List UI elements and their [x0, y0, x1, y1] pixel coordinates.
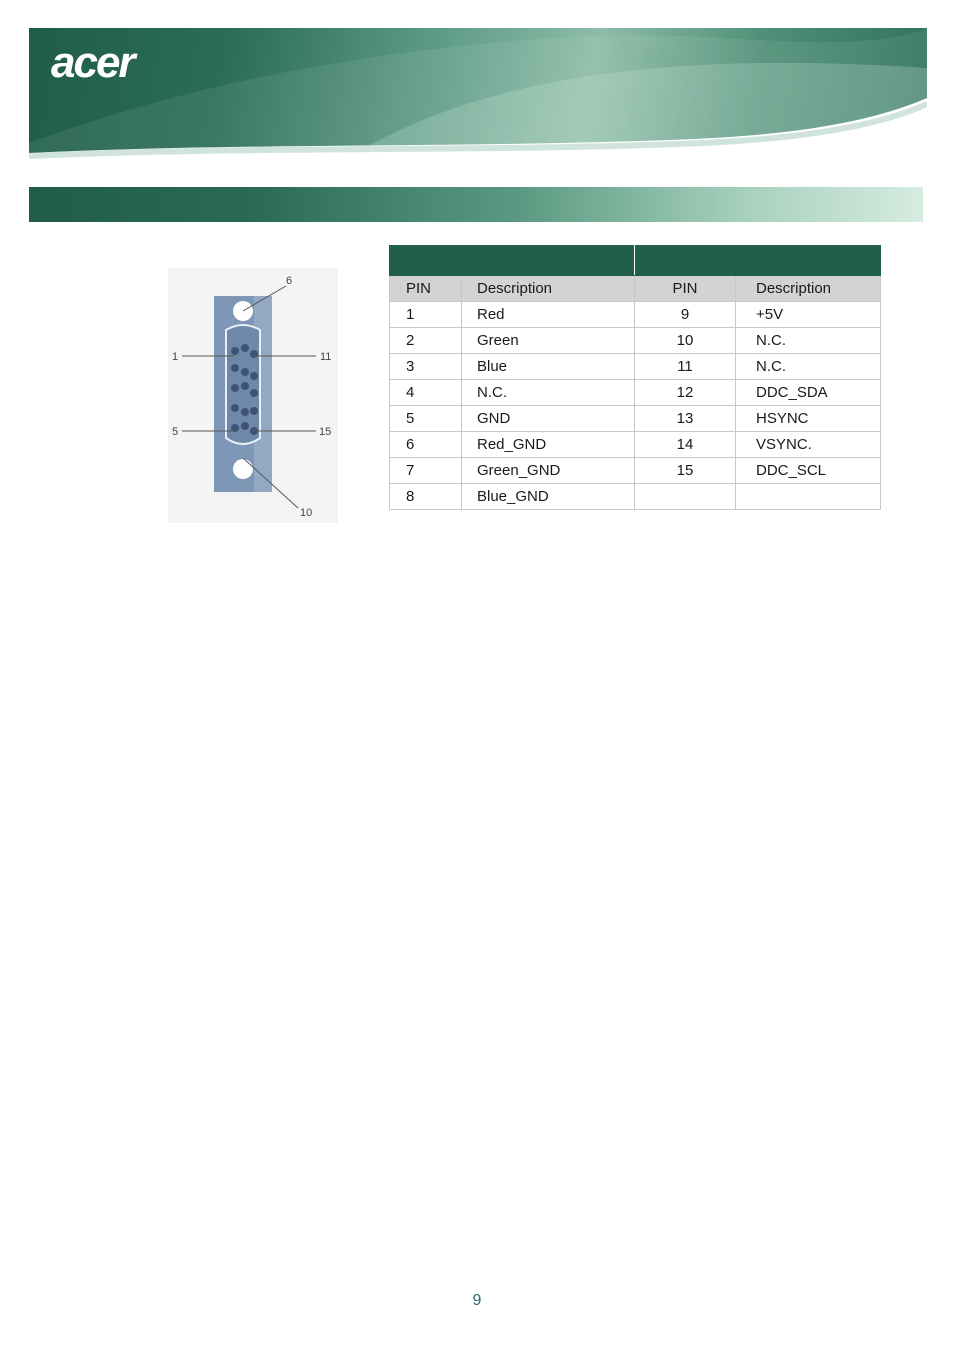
- pin-cell: 7: [390, 458, 462, 484]
- d-sub-connector-icon: [168, 268, 338, 523]
- pin-cell: 14: [635, 432, 736, 458]
- description-cell: N.C.: [736, 328, 881, 354]
- pin-cell: 4: [390, 380, 462, 406]
- description-cell: Red_GND: [462, 432, 635, 458]
- table-header-row: [390, 246, 881, 276]
- description-cell: Red: [462, 302, 635, 328]
- vga-connector-figure: [168, 268, 338, 523]
- figure-label-5: 5: [172, 426, 179, 438]
- description-cell: HSYNC: [736, 406, 881, 432]
- description-cell: Green: [462, 328, 635, 354]
- table-row: [390, 354, 881, 380]
- table-row: [390, 380, 881, 406]
- figure-label-15: 15: [319, 426, 332, 438]
- pin-cell: 11: [635, 354, 736, 380]
- pin-cell: 5: [390, 406, 462, 432]
- table-row: [390, 458, 881, 484]
- header-banner: [29, 28, 927, 170]
- description-cell: DDC_SCL: [736, 458, 881, 484]
- pin-cell: 15: [635, 458, 736, 484]
- pin-cell: 13: [635, 406, 736, 432]
- table-row: [390, 484, 881, 510]
- col-header-description: Description: [462, 276, 635, 302]
- figure-label-6: 6: [286, 275, 293, 287]
- pin-cell: 2: [390, 328, 462, 354]
- acer-logo: acer: [51, 38, 134, 87]
- figure-label-11: 11: [320, 351, 332, 363]
- page-number: 9: [472, 1292, 482, 1309]
- description-cell: Blue: [462, 354, 635, 380]
- description-cell: N.C.: [462, 380, 635, 406]
- description-cell: VSYNC.: [736, 432, 881, 458]
- description-cell: GND: [462, 406, 635, 432]
- description-cell: N.C.: [736, 354, 881, 380]
- table-header-left: [390, 246, 635, 276]
- pin-cell: 10: [635, 328, 736, 354]
- pin-cell: 8: [390, 484, 462, 510]
- table-row: [390, 432, 881, 458]
- pin-cell: 9: [635, 302, 736, 328]
- pin-cell: 3: [390, 354, 462, 380]
- table-header-right: [635, 246, 881, 276]
- pin-cell: 12: [635, 380, 736, 406]
- col-header-pin: PIN: [390, 276, 462, 302]
- description-cell: Blue_GND: [462, 484, 635, 510]
- description-cell: DDC_SDA: [736, 380, 881, 406]
- col-header-description-2: Description: [736, 276, 881, 302]
- pin-assignment-table: [389, 245, 881, 510]
- pin-cell: 6: [390, 432, 462, 458]
- table-row: [390, 406, 881, 432]
- table-row: [390, 302, 881, 328]
- col-header-pin-2: PIN: [635, 276, 736, 302]
- figure-label-10: 10: [300, 507, 313, 519]
- section-title-bar: [29, 187, 923, 222]
- description-cell: Green_GND: [462, 458, 635, 484]
- column-header-row: [390, 276, 881, 302]
- description-cell: [736, 484, 881, 510]
- table-row: [390, 328, 881, 354]
- pin-cell: [635, 484, 736, 510]
- banner-wave-graphic: [29, 28, 927, 170]
- pin-cell: 1: [390, 302, 462, 328]
- figure-label-1: 1: [172, 351, 179, 363]
- description-cell: +5V: [736, 302, 881, 328]
